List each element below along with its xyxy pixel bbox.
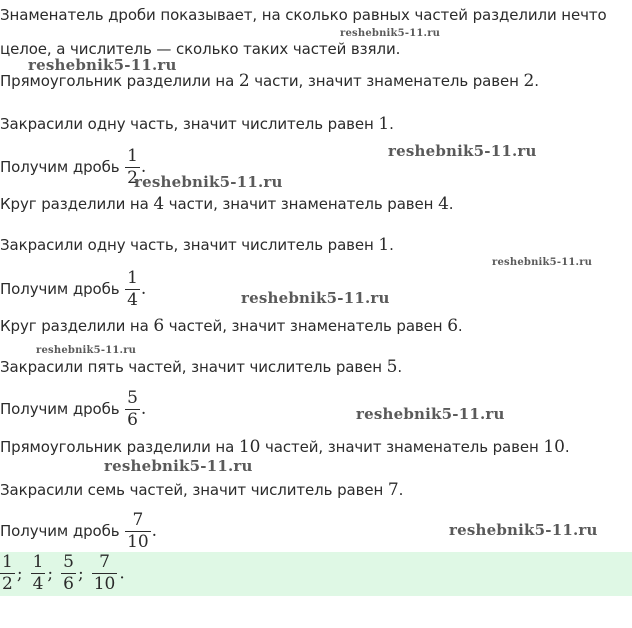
number: 1: [378, 235, 390, 255]
text-segment: Круг разделили на: [0, 195, 154, 213]
number: 10: [543, 437, 565, 457]
number: 4: [153, 194, 165, 214]
semicolon: ;: [16, 563, 23, 584]
fraction-denominator: 10: [93, 574, 116, 594]
fraction: [125, 511, 150, 552]
period: .: [457, 317, 463, 335]
number: 6: [447, 316, 458, 336]
fraction: [31, 553, 46, 594]
rect-two-parts-line: [0, 72, 539, 90]
watermark: reshebnik5-11.ru: [28, 56, 177, 74]
text-segment: Круг разделили на: [0, 317, 154, 335]
period: .: [151, 521, 157, 541]
text-segment: Получим дробь: [0, 280, 125, 298]
circle-six-shaded-line: [0, 358, 402, 376]
circle-four-parts-line: [0, 195, 453, 213]
text-segment: Получим дробь: [0, 522, 125, 540]
number: 6: [153, 316, 165, 336]
period: .: [397, 358, 403, 376]
number: 1: [378, 114, 390, 134]
circle-six-parts-line: [0, 317, 463, 335]
fraction-denominator: 4: [127, 290, 138, 310]
watermark: reshebnik5-11.ru: [449, 521, 598, 539]
period: .: [119, 563, 125, 584]
intro-line-2: целое, а числитель — сколько таких частей взяли.: [0, 40, 401, 58]
circle-four-shaded-line: [0, 236, 394, 254]
fraction: [125, 389, 140, 430]
answer-fractions: [0, 553, 125, 594]
number: 10: [238, 437, 261, 457]
period: .: [140, 399, 147, 419]
number: 4: [438, 194, 449, 214]
period: .: [389, 236, 394, 254]
text-segment: Закрасили семь частей, значит числитель равен: [0, 481, 388, 499]
number: 5: [386, 357, 398, 377]
watermark: reshebnik5-11.ru: [388, 142, 537, 160]
fraction-denominator: 2: [2, 574, 13, 594]
result-line-2: [0, 268, 146, 310]
watermark: reshebnik5-11.ru: [241, 289, 390, 307]
period: .: [534, 72, 539, 90]
text-segment: Закрасили пять частей, значит числитель равен: [0, 358, 387, 376]
text-segment: части, значит знаменатель равен: [164, 195, 439, 213]
fraction-numerator: 1: [2, 552, 13, 572]
fraction-denominator: 6: [127, 410, 138, 430]
period: .: [398, 481, 404, 499]
period: .: [389, 115, 394, 133]
period: .: [140, 279, 147, 299]
result-line-1: [0, 146, 146, 188]
watermark: reshebnik5-11.ru: [104, 457, 253, 475]
period: .: [140, 157, 147, 177]
number: 2: [238, 71, 250, 91]
fraction: [92, 553, 118, 594]
text-segment: части, значит знаменатель равен: [249, 72, 524, 90]
number: 2: [523, 71, 535, 91]
fraction-denominator: 4: [32, 574, 44, 594]
fraction-numerator: 1: [127, 146, 138, 166]
fraction-numerator: 7: [132, 510, 144, 530]
text-segment: Получим дробь: [0, 400, 125, 418]
fraction-denominator: 10: [127, 532, 149, 552]
fraction-denominator: 6: [63, 574, 74, 594]
rect-ten-parts-line: [0, 438, 569, 456]
result-line-3: [0, 388, 146, 430]
fraction-numerator: 1: [32, 552, 44, 572]
rect-one-shaded-line: [0, 115, 394, 133]
text-segment: Закрасили одну часть, значит числитель равен: [0, 236, 379, 254]
fraction-numerator: 7: [99, 552, 110, 572]
period: .: [448, 195, 454, 213]
watermark: reshebnik5-11.ru: [356, 405, 505, 423]
semicolon: ;: [77, 563, 84, 584]
fraction: [125, 269, 140, 310]
result-line-4: [0, 510, 157, 552]
fraction-denominator: 2: [127, 168, 138, 188]
text-segment: Закрасили одну часть, значит числитель равен: [0, 115, 379, 133]
watermark: reshebnik5-11.ru: [134, 173, 283, 191]
period: .: [564, 438, 570, 456]
watermark: reshebnik5-11.ru: [36, 345, 137, 356]
text-segment: Получим дробь: [0, 158, 125, 176]
fraction-numerator: 5: [127, 388, 138, 408]
text-segment: частей, значит знаменатель равен: [164, 317, 448, 335]
fraction-numerator: 5: [63, 552, 74, 572]
semicolon: ;: [47, 563, 54, 584]
text-segment: Прямоугольник разделили на: [0, 72, 239, 90]
watermark: reshebnik5-11.ru: [340, 28, 441, 39]
text-segment: Прямоугольник разделили на: [0, 438, 239, 456]
fraction: [61, 553, 76, 594]
rect-seven-shaded-line: [0, 481, 403, 499]
watermark: reshebnik5-11.ru: [492, 257, 593, 268]
fraction-numerator: 1: [127, 268, 138, 288]
text-segment: частей, значит знаменатель равен: [260, 438, 544, 456]
number: 7: [387, 480, 399, 500]
fraction: [0, 553, 15, 594]
intro-line-1: Знаменатель дроби показывает, на сколько равных частей разделили нечто: [0, 6, 607, 24]
